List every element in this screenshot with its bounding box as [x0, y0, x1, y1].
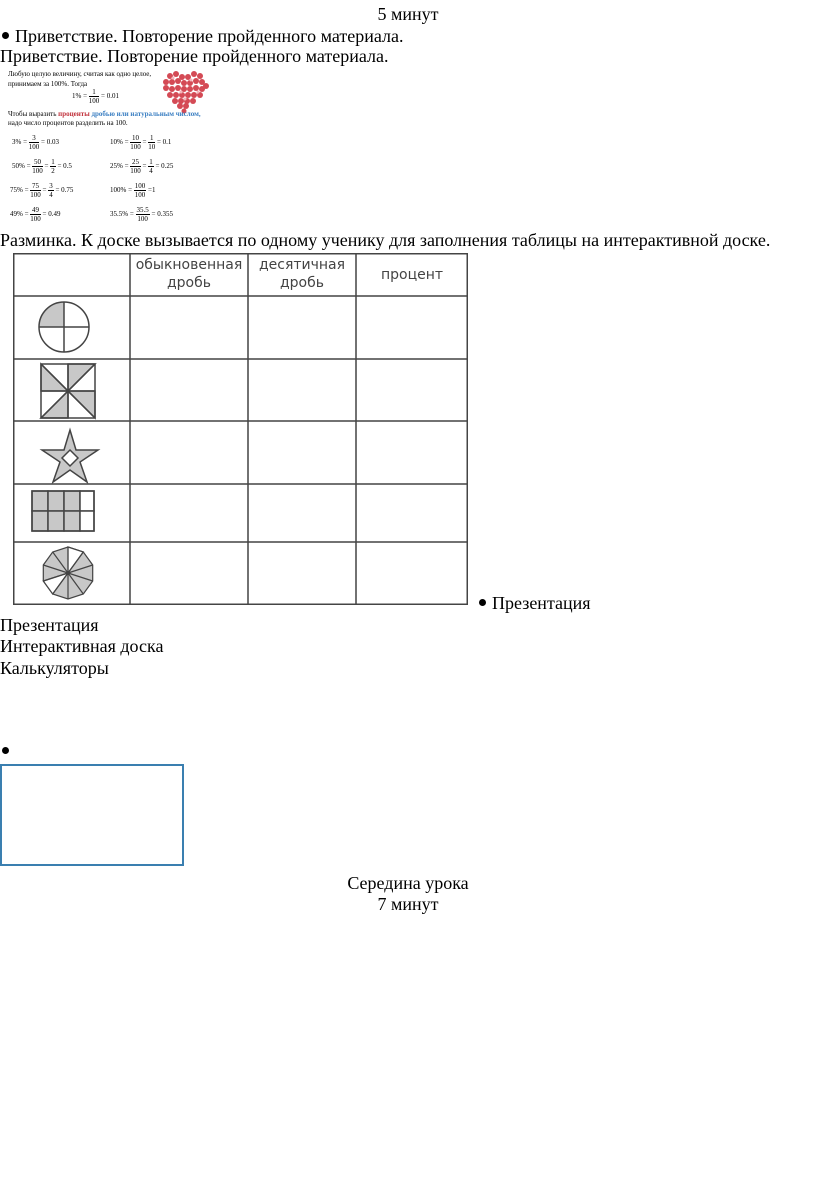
warmup-text: Разминка. К доске вызывается по одному ученику для заполнения таблицы на интерактивной доске. [0, 230, 771, 250]
example-left: 10% = [110, 138, 129, 147]
fraction-num: 49 [32, 206, 40, 214]
fraction-den: 2 [51, 167, 55, 175]
slide-rule-line-2: надо число процентов разделить на 100. [8, 119, 128, 127]
circle-quarters-icon [39, 302, 89, 352]
fraction [50, 158, 56, 175]
fraction-num: 1 [149, 158, 153, 166]
resource-presentation: Презентация [0, 615, 99, 635]
empty-bullet-item [2, 740, 15, 762]
duration-header: 5 минут [377, 4, 439, 24]
fraction [148, 158, 154, 175]
fraction [136, 206, 150, 223]
example-right: =1 [148, 186, 156, 195]
fraction-num: 35.5 [136, 206, 149, 214]
percent-example [110, 206, 173, 223]
bullet-icon [2, 32, 9, 39]
lesson-stage-duration: 7 минут [377, 894, 439, 914]
header-decimal-fraction: десятичная дробь [258, 257, 346, 291]
percent-example: 25% = $\frac{25}{100}$ = $\frac{1}{4}$ = 0.25 [110, 158, 174, 175]
fraction-num: 100 [134, 182, 146, 190]
fraction-den: 100 [134, 191, 146, 199]
resources-bullet-text: Презентация [492, 593, 591, 613]
resource-calculators: Калькуляторы [0, 658, 109, 678]
section-bullet-text: Приветствие. Повторение пройденного материала. [15, 26, 404, 46]
fraction-num: 25 [132, 158, 140, 166]
example-right: = 0.49 [42, 210, 61, 219]
fraction-num: 1 [89, 88, 100, 97]
fraction-den: 100 [130, 167, 141, 175]
bullet-icon [479, 599, 486, 606]
example-right: = 0.355 [151, 210, 173, 219]
rule-blue-text: дробью или натуральным числом, [91, 110, 201, 118]
fraction-num: 50 [34, 158, 42, 166]
fraction [130, 158, 141, 175]
formula-left: 1% = [72, 92, 88, 101]
grid-rectangle-icon [32, 491, 94, 531]
section-title: Приветствие. Повторение пройденного материала. [0, 46, 389, 66]
fraction-den: 100 [30, 191, 41, 199]
lesson-stage-title: Середина урока [347, 873, 469, 893]
rule-red-text: проценты [58, 110, 90, 118]
example-right: = 0.1 [156, 138, 172, 147]
fraction-den: 100 [88, 97, 100, 105]
fraction-num: 1 [149, 134, 154, 142]
fraction-den: 100 [130, 143, 141, 151]
fraction-den: 4 [149, 167, 153, 175]
fraction-den: 100 [30, 215, 41, 223]
header-common-fraction: обыкновенная дробь [135, 257, 243, 291]
header-percent: процент [380, 267, 444, 283]
one-percent-formula [72, 88, 119, 105]
example-left: 3% = [12, 138, 28, 147]
slide-rule-line [8, 110, 201, 119]
fraction [29, 134, 40, 151]
percent-example: 50% = $\frac{50}{100}$ = $\frac{1}{2}$ = 0.5 [12, 158, 72, 175]
example-right: = 0.75 [55, 186, 74, 195]
star-icon [42, 430, 98, 482]
example-left: 100% = [110, 186, 133, 195]
square-triangles-icon [41, 364, 95, 418]
slide-line-1: Любую целую величину, считая как одно целое, [8, 70, 152, 78]
lesson-slide-image [6, 68, 216, 223]
section-bullet-item [2, 25, 404, 47]
fraction-den: 100 [28, 143, 40, 151]
fractions-table [13, 253, 468, 605]
example-right: = 0.5 [57, 162, 72, 171]
table-grid [13, 253, 468, 605]
example-left: 35.5% = [110, 210, 134, 219]
example-right: = 0.25 [155, 162, 174, 171]
percent-example: 10% = $\frac{10}{100}$ = $\frac{1}{10}$ = 0.1 [110, 134, 172, 151]
fraction [130, 134, 141, 151]
fraction [30, 206, 41, 223]
percent-example: 75% = $\frac{75}{100}$ = $\frac{3}{4}$ = 0.75 [10, 182, 74, 199]
example-left: 25% = [110, 162, 129, 171]
slide-line-2: принимаем за 100%. Тогда [8, 80, 88, 88]
percent-example [12, 134, 59, 151]
fraction-den: 100 [137, 215, 148, 223]
example-left: 75% = [10, 186, 29, 195]
resources-bullet-item [479, 592, 591, 614]
example-left: 49% = [10, 210, 29, 219]
fraction [89, 88, 100, 105]
fraction-den: 100 [32, 167, 43, 175]
resource-interactive-board: Интерактивная доска [0, 636, 164, 656]
fraction-num: 10 [132, 134, 140, 142]
formula-right: = 0.01 [101, 92, 119, 101]
decagon-icon [43, 547, 92, 599]
fraction-num: 75 [32, 182, 40, 190]
fraction [148, 134, 155, 151]
fraction-den: 4 [49, 191, 53, 199]
fraction-den: 10 [148, 143, 156, 151]
fraction [134, 182, 147, 199]
percent-example [110, 182, 155, 199]
fraction [32, 158, 43, 175]
example-left: 50% = [12, 162, 31, 171]
example-right: = 0.03 [41, 138, 59, 147]
rule-text: Чтобы выразить [8, 110, 57, 118]
fraction-num: 3 [49, 182, 53, 190]
blank-frame [0, 764, 184, 866]
bullet-icon [2, 747, 9, 754]
heart-dots-icon [158, 68, 212, 114]
fraction [48, 182, 54, 199]
fraction [30, 182, 41, 199]
percent-example [10, 206, 60, 223]
fraction-num: 3 [29, 134, 40, 143]
fraction-num: 1 [51, 158, 55, 166]
